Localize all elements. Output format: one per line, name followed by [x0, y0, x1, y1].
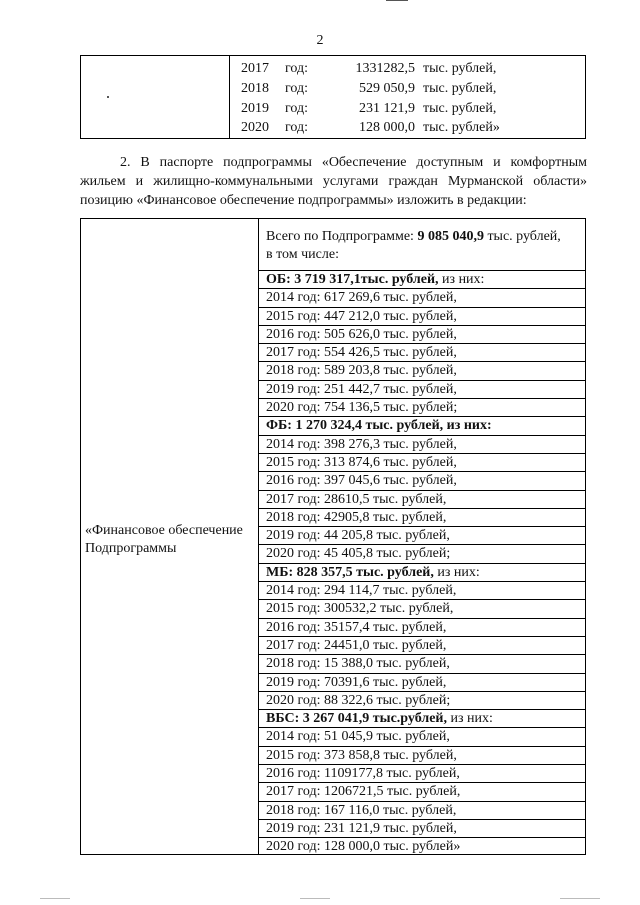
year-label: год: — [285, 81, 309, 96]
table-row: 2017 год: 24451,0 тыс. рублей, — [259, 637, 585, 655]
section-title-tail: из них: — [443, 418, 492, 434]
total-amount: 9 085 040,9 — [417, 229, 484, 244]
year: 2020 — [241, 120, 269, 135]
financing-table — [80, 218, 586, 855]
table-row — [241, 59, 497, 78]
table-row: 2020 год: 754 136,5 тыс. рублей; — [259, 399, 585, 417]
table-row: 2015 год: 447 212,0 тыс. рублей, — [259, 308, 585, 326]
table-row: 2015 год: 300532,2 тыс. рублей, — [259, 600, 585, 618]
total-suffix: тыс. рублей, — [483, 229, 561, 244]
unit: тыс. рублей» — [423, 120, 500, 135]
year-label: год: — [285, 101, 309, 116]
total-prefix: Всего по Подпрограмме: — [266, 229, 418, 244]
scan-edge-mark — [40, 898, 70, 899]
scan-edge-mark — [300, 898, 330, 899]
paragraph-line: жильем и жилищно-коммунальными услугами граждан Мурманской области» — [80, 174, 587, 189]
section-title — [259, 417, 585, 435]
unit: тыс. рублей, — [423, 81, 497, 96]
amount: 529 050,9 — [359, 81, 415, 96]
table-column-divider — [229, 56, 230, 138]
amount: 1331282,5 — [355, 61, 415, 76]
table-row — [241, 79, 497, 98]
amount: 231 121,9 — [359, 101, 415, 116]
table-row: 2015 год: 373 858,8 тыс. рублей, — [259, 747, 585, 765]
table-row — [241, 99, 497, 118]
financing-details — [259, 219, 585, 857]
total-header — [259, 219, 585, 271]
table-row: 2018 год: 167 116,0 тыс. рублей, — [259, 802, 585, 820]
table-row: 2014 год: 398 276,3 тыс. рублей, — [259, 436, 585, 454]
section-title-amount: МБ: 828 357,5 тыс. рублей, — [266, 564, 434, 580]
table-row: 2018 год: 589 203,8 тыс. рублей, — [259, 362, 585, 380]
top-edge-mark — [386, 0, 408, 1]
section-title-tail: из них: — [433, 564, 480, 580]
section-title — [259, 564, 585, 582]
total-line — [266, 228, 585, 246]
table-row: 2019 год: 44 205,8 тыс. рублей, — [259, 527, 585, 545]
table-row: 2017 год: 28610,5 тыс. рублей, — [259, 491, 585, 509]
table-row: 2019 год: 251 442,7 тыс. рублей, — [259, 381, 585, 399]
table-row: 2014 год: 617 269,6 тыс. рублей, — [259, 289, 585, 307]
year: 2017 — [241, 61, 269, 76]
table-row: 2020 год: 88 322,6 тыс. рублей; — [259, 692, 585, 710]
position-label — [85, 522, 257, 558]
cell-dot-mark — [107, 96, 109, 98]
year-label: год: — [285, 61, 309, 76]
paragraph-line: позицию «Финансовое обеспечение подпрограммы» изложить в редакции: — [80, 193, 527, 208]
page-number: 2 — [316, 33, 324, 48]
continuation-table — [80, 55, 586, 139]
year-label: год: — [285, 120, 309, 135]
table-row — [241, 118, 500, 137]
section-title — [259, 710, 585, 728]
year: 2018 — [241, 81, 269, 96]
table-row: 2019 год: 70391,6 тыс. рублей, — [259, 674, 585, 692]
table-row: 2015 год: 313 874,6 тыс. рублей, — [259, 454, 585, 472]
table-row: 2019 год: 231 121,9 тыс. рублей, — [259, 820, 585, 838]
section-title-tail: из них: — [438, 272, 485, 287]
table-row: 2020 год: 128 000,0 тыс. рублей» — [266, 839, 461, 855]
position-label-line: «Финансовое обеспечение — [85, 523, 243, 538]
amount: 128 000,0 — [359, 120, 415, 135]
position-label-line: Подпрограммы — [85, 541, 177, 556]
table-row: 2018 год: 42905,8 тыс. рублей, — [259, 509, 585, 527]
table-row: 2016 год: 505 626,0 тыс. рублей, — [259, 326, 585, 344]
table-row: 2014 год: 51 045,9 тыс. рублей, — [259, 728, 585, 746]
table-row: 2016 год: 397 045,6 тыс. рублей, — [259, 472, 585, 490]
scan-edge-mark — [560, 898, 600, 899]
total-line2: в том числе: — [266, 247, 339, 262]
year: 2019 — [241, 101, 269, 116]
table-row: 2014 год: 294 114,7 тыс. рублей, — [259, 582, 585, 600]
table-row: 2016 год: 35157,4 тыс. рублей, — [259, 619, 585, 637]
section-title-amount: ВБС: 3 267 041,9 тыс.рублей, — [266, 711, 447, 727]
table-row: 2016 год: 1109177,8 тыс. рублей, — [259, 765, 585, 783]
section-title-amount: ФБ: 1 270 324,4 тыс. рублей, — [266, 418, 444, 434]
unit: тыс. рублей, — [423, 61, 497, 76]
unit: тыс. рублей, — [423, 101, 497, 116]
table-row: 2017 год: 554 426,5 тыс. рублей, — [259, 344, 585, 362]
table-row: 2018 год: 15 388,0 тыс. рублей, — [259, 655, 585, 673]
section-title — [259, 271, 585, 289]
table-row: 2017 год: 1206721,5 тыс. рублей, — [259, 783, 585, 801]
amendment-paragraph — [80, 153, 587, 210]
paragraph-line: 2. В паспорте подпрограммы «Обеспечение доступным и комфортным — [120, 155, 587, 170]
section-title-tail: из них: — [447, 711, 493, 727]
table-row: 2020 год: 45 405,8 тыс. рублей; — [259, 545, 585, 563]
section-title-amount: ОБ: 3 719 317,1тыс. рублей, — [266, 272, 439, 287]
